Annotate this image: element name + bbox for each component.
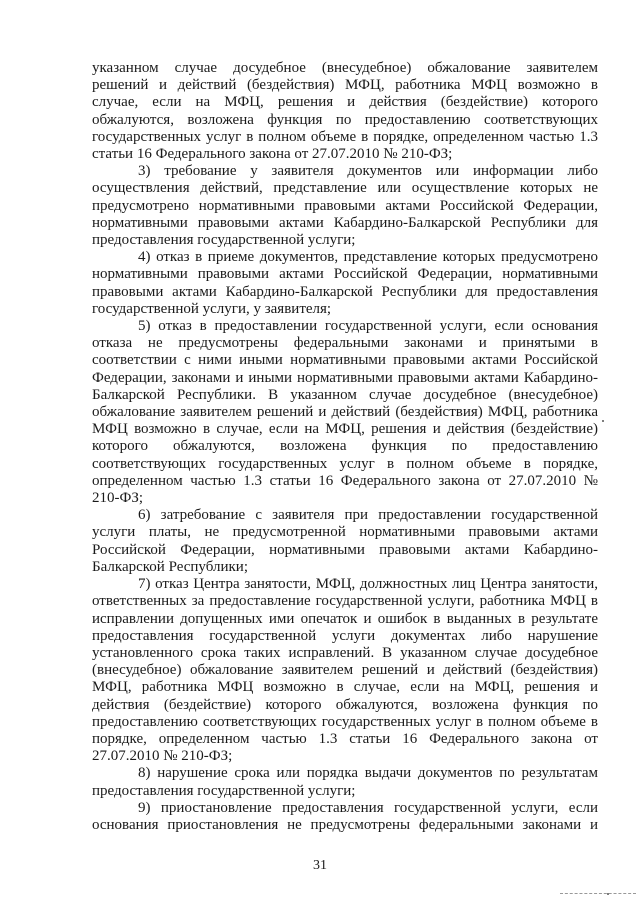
text-line: 5) отказ в предоставлении государственной услуги, если основания bbox=[138, 318, 598, 335]
text-line: обжалуются, возложена функция по предоставлению соответствующих bbox=[92, 111, 598, 128]
text-line: нормативными правовыми актами Кабардино-Балкарской Республики для bbox=[92, 214, 598, 231]
scan-speck bbox=[602, 420, 604, 422]
text-line: соответствующих государственных услуг в полном объеме в порядке, bbox=[92, 455, 598, 472]
text-line: действия (бездействие) которого обжалуются, возложена функция по bbox=[92, 696, 598, 713]
text-line: решений и действий (бездействия) МФЦ, работника МФЦ возможно в bbox=[92, 77, 598, 94]
text-line: 4) отказ в приеме документов, представление которых предусмотрено bbox=[138, 249, 598, 266]
text-line: случае, если на МФЦ, решения и действия (бездействие) которого bbox=[92, 94, 598, 111]
text-line: Балкарской Республики. В указанном случае досудебное (внесудебное) bbox=[92, 386, 598, 403]
text-line: нормативными правовыми актами Российской Федерации, нормативными bbox=[92, 266, 598, 283]
text-line: 27.07.2010 № 210-ФЗ; bbox=[92, 748, 233, 765]
text-line: порядке, определенном частью 1.3 статьи 16 Федерального закона от bbox=[92, 730, 598, 747]
scan-dash-mark bbox=[560, 893, 636, 894]
text-line: отказа не предусмотрены федеральными законами и принятыми в bbox=[92, 335, 598, 352]
text-line: предусмотрено нормативными правовыми актами Российской Федерации, bbox=[92, 197, 598, 214]
text-line: указанном случае досудебное (внесудебное) обжалование заявителем bbox=[92, 60, 598, 76]
text-line: услуги платы, не предусмотренной нормативными правовыми актами bbox=[92, 524, 598, 541]
text-line: государственной услуги, у заявителя; bbox=[92, 300, 332, 317]
page-number: 31 bbox=[313, 858, 327, 873]
text-line: Российской Федерации, нормативными правовыми актами Кабардино- bbox=[92, 541, 598, 558]
text-line: обжалование заявителем решений и действий (бездействия) МФЦ, работника bbox=[92, 404, 598, 421]
text-line: 3) требование у заявителя документов или информации либо bbox=[138, 163, 598, 180]
text-line: предоставления государственной услуги; bbox=[92, 232, 356, 249]
text-line: установленного срока таких исправлений. В указанном случае досудебное bbox=[92, 644, 598, 661]
text-line: осуществления действий, представление или осуществление которых не bbox=[92, 180, 598, 197]
document-body bbox=[92, 60, 598, 834]
text-line: 9) приостановление предоставления государственной услуги, если bbox=[138, 799, 598, 816]
text-line: предоставления государственной услуги документах либо нарушение bbox=[92, 627, 598, 644]
text-line: которого обжалуются, возложена функция по предоставлению bbox=[92, 438, 598, 455]
text-line: Балкарской Республики; bbox=[92, 558, 248, 575]
text-line: соответствии с ними иными нормативными правовыми актами Российской bbox=[92, 352, 598, 369]
text-line: правовыми актами Кабардино-Балкарской Республики для предоставления bbox=[92, 283, 598, 300]
text-line: Федерации, законами и иными нормативными правовыми актами Кабардино- bbox=[92, 369, 598, 386]
text-line: ответственных за предоставление государственной услуги, работника МФЦ в bbox=[92, 593, 598, 610]
text-line: МФЦ возможно в случае, если на МФЦ, решения и действия (бездействие) bbox=[92, 421, 598, 438]
text-line: определенном частью 1.3 статьи 16 Федерального закона от 27.07.2010 № bbox=[92, 472, 598, 489]
text-line: 6) затребование с заявителя при предоставлении государственной bbox=[138, 507, 598, 524]
text-line: основания приостановления не предусмотрены федеральными законами и bbox=[92, 816, 598, 833]
text-line: МФЦ, работника МФЦ возможно в случае, если на МФЦ, решения и bbox=[92, 679, 598, 696]
text-line: государственных услуг в полном объеме в порядке, определенном частью 1.3 bbox=[92, 128, 598, 145]
text-line: 8) нарушение срока или порядка выдачи документов по результатам bbox=[138, 765, 598, 782]
text-line: предоставлению соответствующих государственных услуг в полном объеме в bbox=[92, 713, 598, 730]
text-line: 210-ФЗ; bbox=[92, 490, 144, 507]
text-line: (внесудебное) обжалование заявителем решений и действий (бездействия) bbox=[92, 662, 598, 679]
text-line: 7) отказ Центра занятости, МФЦ, должностных лиц Центра занятости, bbox=[138, 576, 598, 593]
text-line: предоставления государственной услуги; bbox=[92, 782, 356, 799]
text-line: статьи 16 Федерального закона от 27.07.2010 № 210-ФЗ; bbox=[92, 146, 453, 163]
text-line: исправлении допущенных ими опечаток и ошибок в выданных в результате bbox=[92, 610, 598, 627]
